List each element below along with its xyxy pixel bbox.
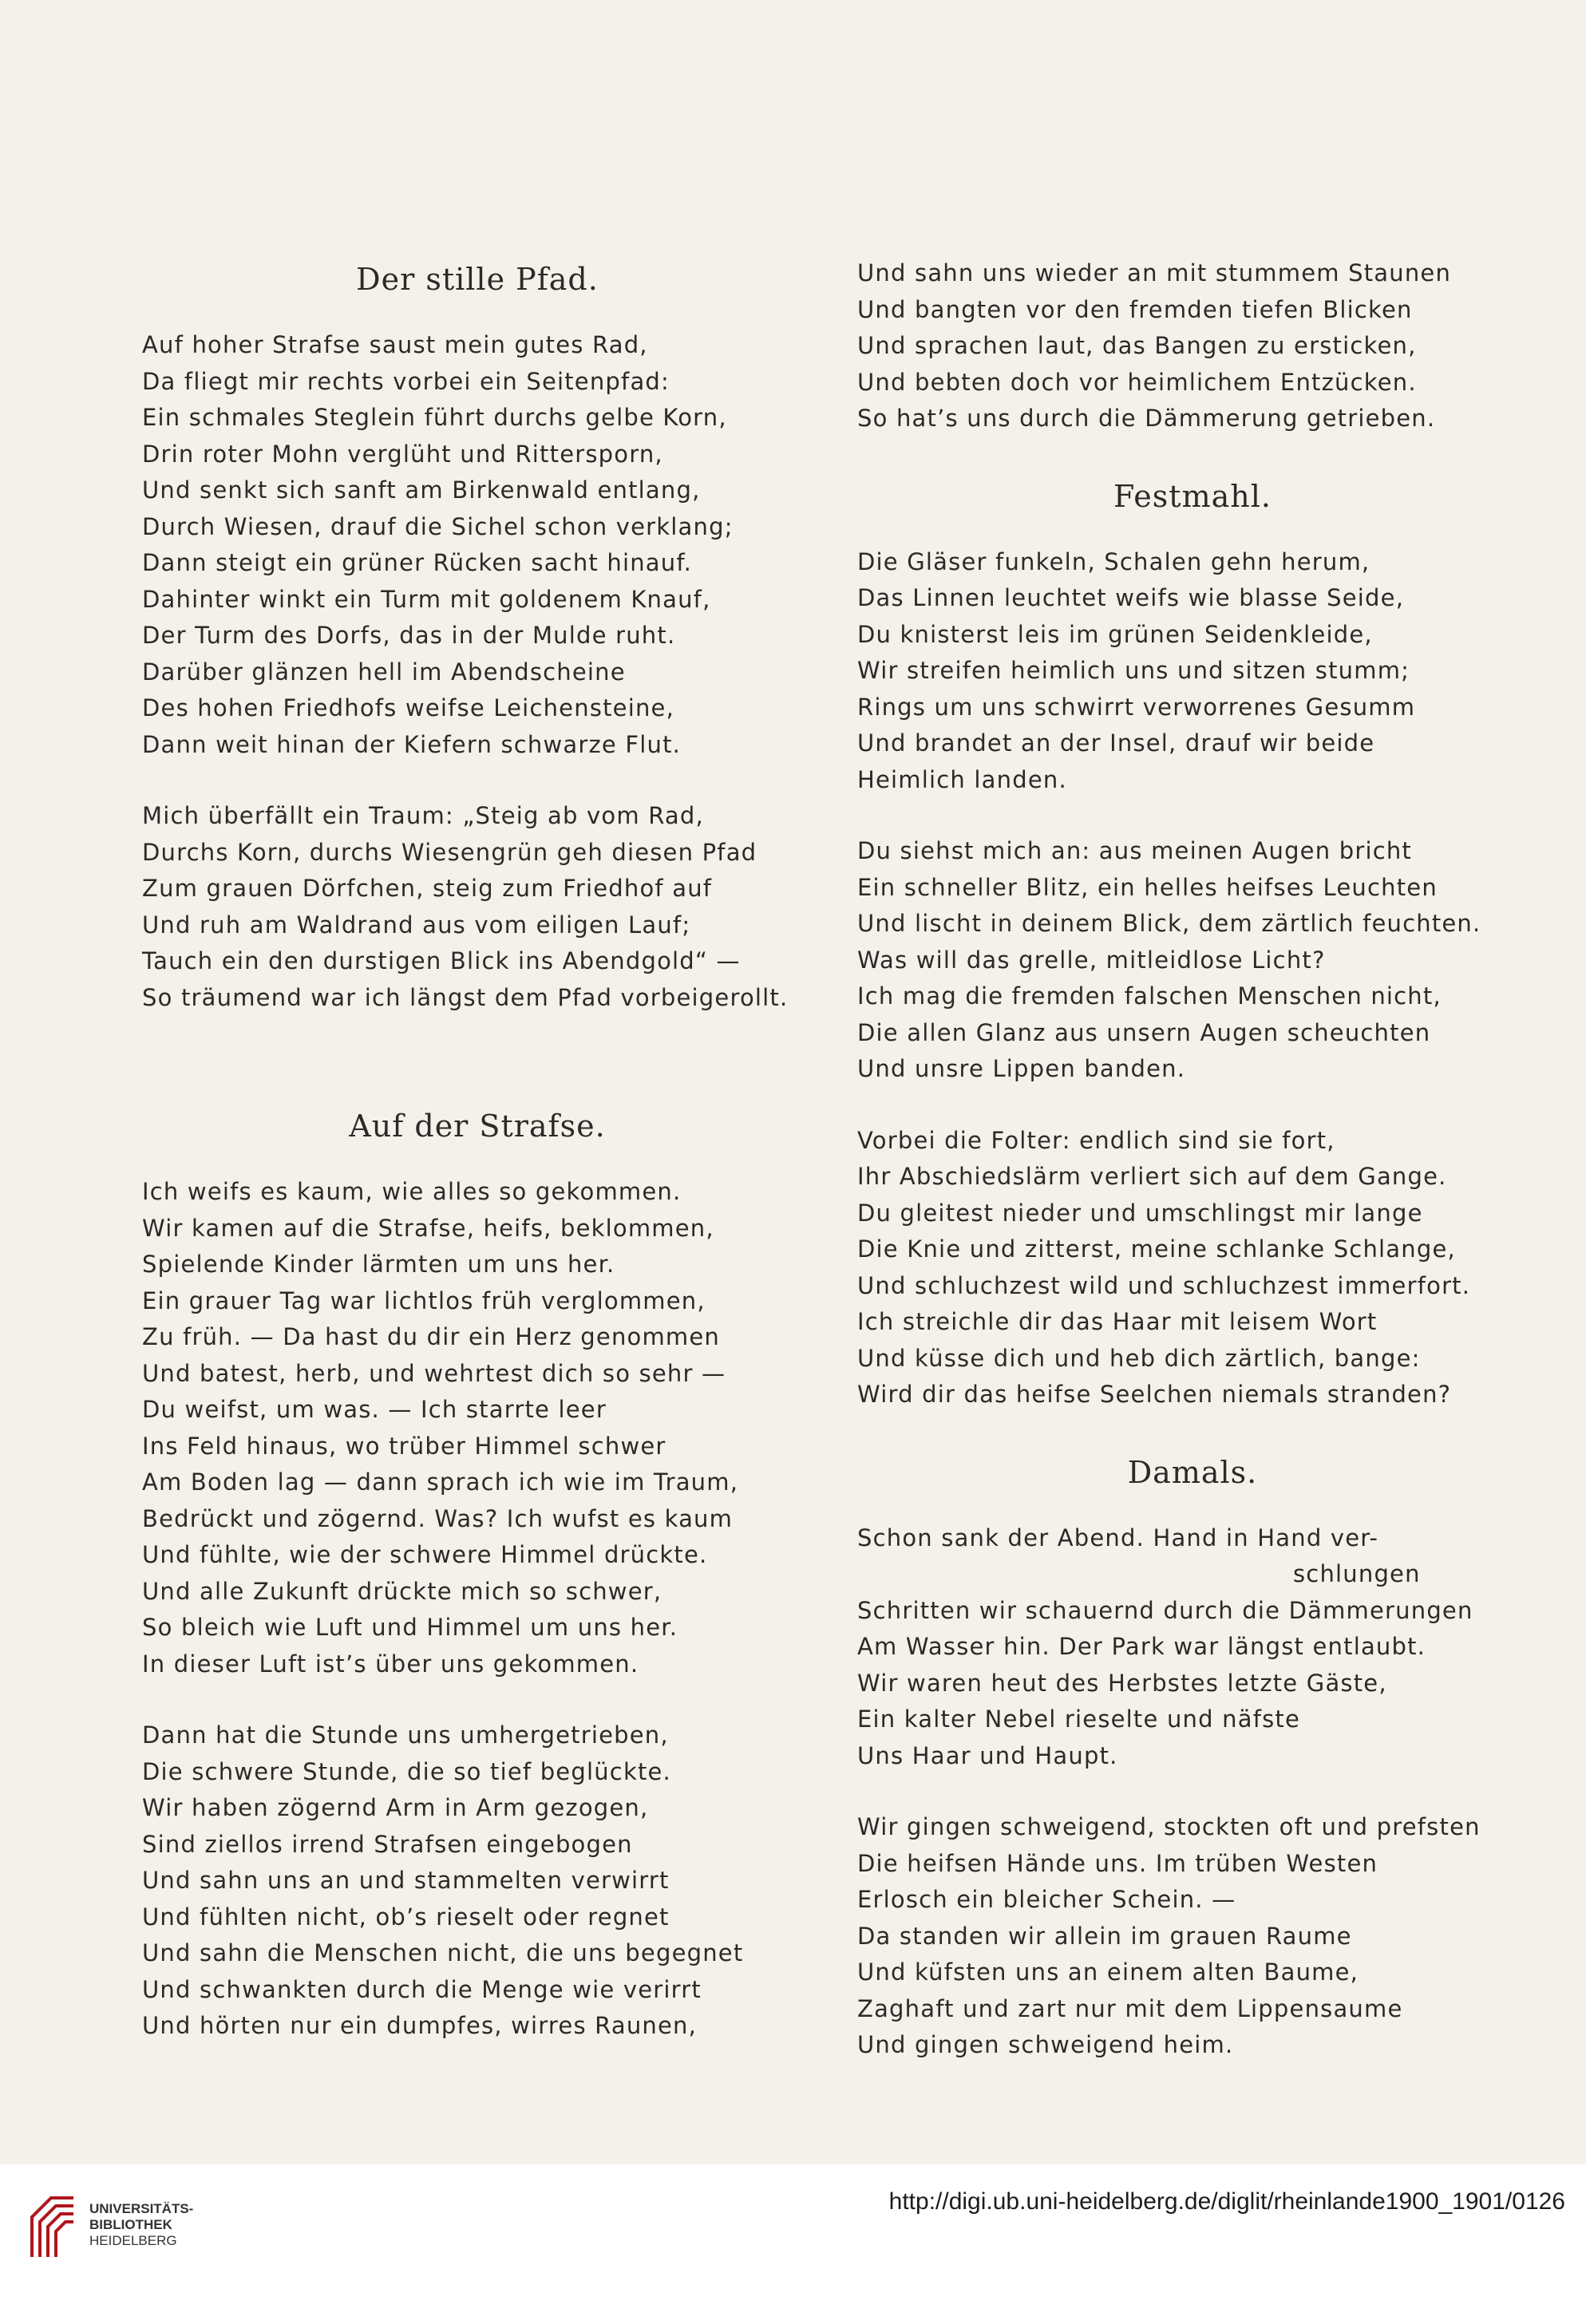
verse-line: Wird dir das heifse Seelchen niemals stranden? (857, 1381, 1452, 1408)
verse-line: Des hohen Friedhofs weifse Leichensteine, (142, 694, 675, 721)
verse-line: Und alle Zukunft drückte mich so schwer, (142, 1577, 662, 1605)
verse-line: In dieser Luft ist’s über uns gekommen. (142, 1650, 639, 1678)
verse-line: Uns Haar und Haupt. (857, 1741, 1118, 1769)
permalink[interactable]: http://digi.ub.uni-heidelberg.de/diglit/rheinlande1900_1901/0126 (888, 2188, 1565, 2215)
verse-line: Zaghaft und zart nur mit dem Lippensaume (857, 1994, 1403, 2022)
stanza (857, 544, 1528, 799)
stanza (142, 1717, 813, 2045)
verse-line: Ein schneller Blitz, ein helles heifses Leuchten (857, 873, 1438, 901)
verse-line: Dahinter winkt ein Turm mit goldenem Knauf, (142, 585, 711, 613)
left-column (142, 255, 813, 2080)
stanza (857, 1123, 1528, 1413)
stanza (857, 833, 1528, 1088)
stanza-continued (857, 255, 1528, 437)
verse-line: So träumend war ich längst dem Pfad vorbeigerollt. (142, 983, 789, 1011)
verse-line: Da standen wir allein im grauen Raume (857, 1922, 1352, 1950)
verse-line: Da fliegt mir rechts vorbei ein Seitenpfad: (142, 367, 670, 395)
verse-line: Rings um uns schwirrt verworrenes Gesumm (857, 693, 1416, 721)
verse-line: Und küsse dich und heb dich zärtlich, bange: (857, 1344, 1421, 1372)
verse-line: Und sprachen laut, das Bangen zu ersticken, (857, 332, 1417, 359)
verse-line: Schritten wir schauernd durch die Dämmerungen (857, 1596, 1473, 1624)
verse-line: Die Knie und zitterst, meine schlanke Schlange, (857, 1235, 1456, 1263)
verse-line: Du knisterst leis im grünen Seidenkleide, (857, 620, 1373, 648)
digitization-footer (0, 2164, 1586, 2324)
verse-line: Drin roter Mohn verglüht und Rittersporn, (142, 440, 663, 468)
verse-line: Ich weifs es kaum, wie alles so gekommen. (142, 1178, 682, 1205)
verse-line: Darüber glänzen hell im Abendscheine (142, 658, 626, 686)
poem-title: Festmahl. (1113, 478, 1272, 514)
verse-line: Was will das grelle, mitleidlose Licht? (857, 946, 1326, 974)
verse-line: Und senkt sich sanft am Birkenwald entlang, (142, 476, 701, 504)
verse-line: Ein kalter Nebel rieselte und näfste (857, 1705, 1301, 1733)
verse-line: Am Wasser hin. Der Park war längst entlaubt. (857, 1633, 1426, 1660)
verse-line: Du gleitest nieder und umschlingst mir lange (857, 1199, 1423, 1227)
verse-line: So hat’s uns durch die Dämmerung getrieben. (857, 405, 1436, 432)
verse-line: Und schluchzest wild und schluchzest immerfort. (857, 1271, 1471, 1299)
verse-line: Wir haben zögernd Arm in Arm gezogen, (142, 1794, 649, 1821)
verse-line: Ein schmales Steglein führt durchs gelbe Korn, (142, 404, 727, 431)
stanza (857, 1520, 1528, 1775)
right-column (857, 255, 1528, 2099)
verse-line: Die heifsen Hände uns. Im trüben Westen (857, 1849, 1378, 1877)
verse-line: Erlosch ein bleicher Schein. — (857, 1886, 1236, 1913)
verse-line: Wir waren heut des Herbstes letzte Gäste, (857, 1669, 1387, 1697)
poem-title: Damals. (1127, 1454, 1258, 1490)
verse-line: Vorbei die Folter: endlich sind sie fort, (857, 1126, 1335, 1154)
verse-line: Du weifst, um was. — Ich starrte leer (142, 1396, 607, 1423)
poem-title: Auf der Strafse. (349, 1109, 606, 1144)
verse-line: Und fühlten nicht, ob’s rieselt oder regnet (142, 1903, 670, 1931)
verse-line: Wir kamen auf die Strafse, heifs, beklommen, (142, 1214, 714, 1242)
verse-line: Der Turm des Dorfs, das in der Mulde ruht. (142, 622, 676, 649)
verse-line: Und batest, herb, und wehrtest dich so sehr — (142, 1359, 726, 1387)
verse-line: Sind ziellos irrend Strafsen eingebogen (142, 1830, 633, 1858)
stanza (857, 1809, 1528, 2064)
verse-line: Am Boden lag — dann sprach ich wie im Traum, (142, 1468, 739, 1496)
verse-line: Auf hoher Strafse saust mein gutes Rad, (142, 331, 648, 358)
verse-line: Und sahn uns an und stammelten verwirrt (142, 1867, 670, 1894)
verse-line: Und ruh am Waldrand aus vom eiligen Lauf; (142, 911, 691, 939)
verse-line: Ich mag die fremden falschen Menschen nicht, (857, 982, 1442, 1010)
verse-line: Die Gläser funkeln, Schalen gehn herum, (857, 547, 1370, 575)
verse-line: Bedrückt und zögernd. Was? Ich wufst es kaum (142, 1504, 734, 1532)
verse-line: Ins Feld hinaus, wo trüber Himmel schwer (142, 1432, 666, 1460)
library-name (89, 2201, 193, 2249)
verse-line: Ich streichle dir das Haar mit leisem Wort (857, 1308, 1378, 1335)
verse-line: Dann hat die Stunde uns umhergetrieben, (142, 1721, 669, 1749)
verse-line: Spielende Kinder lärmten um uns her. (142, 1251, 615, 1278)
verse-line: Du siehst mich an: aus meinen Augen bricht (857, 837, 1412, 864)
verse-line: Und lischt in deinem Blick, dem zärtlich feuchten. (857, 910, 1481, 937)
verse-line: Und unsre Lippen banden. (857, 1055, 1186, 1082)
verse-line: Und fühlte, wie der schwere Himmel drückte. (142, 1541, 708, 1568)
verse-line: Durch Wiesen, drauf die Sichel schon verklang; (142, 512, 734, 540)
verse-line: Und küfsten uns an einem alten Baume, (857, 1958, 1359, 1986)
verse-line: Und bebten doch vor heimlichem Entzücken. (857, 368, 1417, 396)
verse-line: Und bangten vor den fremden tiefen Blicken (857, 295, 1413, 323)
library-name-line: BIBLIOTHEK (89, 2217, 172, 2232)
verse-line: Und brandet an der Insel, drauf wir beide (857, 729, 1375, 757)
verse-line: So bleich wie Luft und Himmel um uns her. (142, 1614, 678, 1641)
verse-line: Ein grauer Tag war lichtlos früh verglommen, (142, 1286, 706, 1314)
verse-line: Und gingen schweigend heim. (857, 2031, 1234, 2058)
verse-line: Das Linnen leuchtet weifs wie blasse Seide, (857, 584, 1405, 611)
verse-line: Ihr Abschiedslärm verliert sich auf dem Gange. (857, 1163, 1447, 1190)
verse-line: Die schwere Stunde, die so tief beglückte. (142, 1757, 671, 1785)
verse-line: Und hörten nur ein dumpfes, wirres Raunen, (142, 2012, 698, 2039)
poem-title: Der stille Pfad. (356, 262, 599, 297)
library-name-line: HEIDELBERG (89, 2233, 177, 2248)
verse-line: Wir gingen schweigend, stockten oft und prefsten (857, 1813, 1481, 1840)
verse-line: Tauch ein den durstigen Blick ins Abendgold“ — (142, 947, 741, 974)
verse-line: Dann weit hinan der Kiefern schwarze Flut. (142, 730, 682, 758)
verse-line: Wir streifen heimlich uns und sitzen stumm; (857, 657, 1410, 684)
verse-line: Dann steigt ein grüner Rücken sacht hinauf. (142, 549, 693, 576)
verse-line: Schon sank der Abend. Hand in Hand ver- (857, 1524, 1379, 1551)
verse-line: Zum grauen Dörfchen, steig zum Friedhof auf (142, 875, 713, 902)
verse-line: Und sahn uns wieder an mit stummem Staunen (857, 259, 1452, 287)
library-name-line: UNIVERSITÄTS- (89, 2201, 194, 2216)
verse-line: Mich überfällt ein Traum: „Steig ab vom Rad, (142, 802, 704, 829)
verse-line: Die allen Glanz aus unsern Augen scheuchten (857, 1018, 1431, 1046)
verse-line-continuation: schlungen (1293, 1560, 1421, 1587)
stanza (142, 327, 813, 763)
verse-line: Durchs Korn, durchs Wiesengrün geh diesen Pfad (142, 838, 757, 866)
verse-line: Heimlich landen. (857, 765, 1067, 793)
spacer (142, 1051, 813, 1102)
stanza (142, 1174, 813, 1682)
verse-line: Und schwankten durch die Menge wie verirrt (142, 1975, 702, 2003)
ub-heidelberg-logo-icon (27, 2193, 78, 2262)
verse-line: Und sahn die Menschen nicht, die uns begegnet (142, 1939, 744, 1966)
verse-line: Zu früh. — Da hast du dir ein Herz genommen (142, 1323, 720, 1350)
stanza (142, 798, 813, 1016)
